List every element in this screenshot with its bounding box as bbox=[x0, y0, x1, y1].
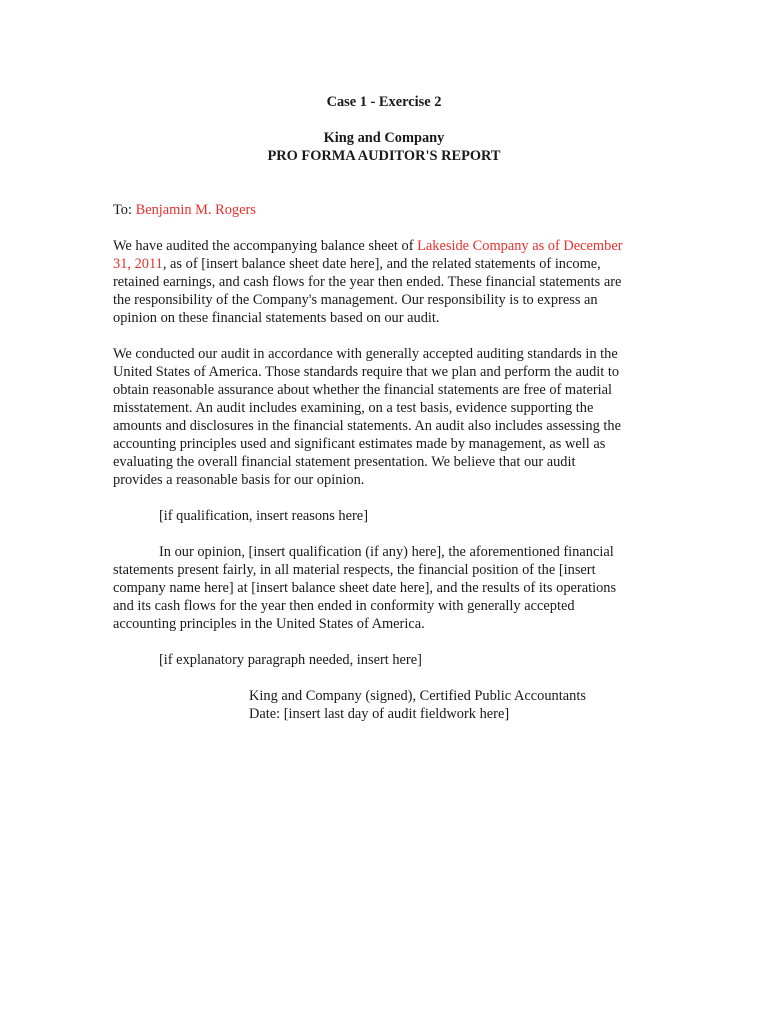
paragraph-line bbox=[113, 238, 623, 255]
paragraph-line: company name here] at [insert balance sheet date here], and the results of its operations bbox=[113, 580, 617, 596]
paragraph-line: misstatement. An audit includes examining, on a test basis, evidence supporting the bbox=[113, 400, 594, 416]
text-run: , as of [insert balance sheet date here], and the related statements of income, bbox=[162, 256, 601, 272]
paragraph-line: statements present fairly, in all material respects, the financial position of the [insert bbox=[113, 562, 596, 578]
qualification-placeholder: [if qualification, insert reasons here] bbox=[159, 508, 368, 524]
paragraph-line: retained earnings, and cash flows for the year then ended. These financial statements are bbox=[113, 274, 622, 290]
addressee-line bbox=[113, 202, 256, 219]
text-run: We have audited the accompanying balance sheet of bbox=[113, 238, 418, 254]
signature-line: King and Company (signed), Certified Public Accountants bbox=[249, 688, 586, 704]
to-label: To: bbox=[113, 202, 132, 218]
paragraph-line: In our opinion, [insert qualification (if any) here], the aforementioned financial bbox=[159, 544, 614, 560]
explanatory-placeholder: [if explanatory paragraph needed, insert here] bbox=[159, 652, 422, 668]
paragraph-line: provides a reasonable basis for our opinion. bbox=[113, 472, 365, 488]
paragraph-line: and its cash flows for the year then ended in conformity with generally accepted bbox=[113, 598, 575, 614]
report-title: PRO FORMA AUDITOR'S REPORT bbox=[267, 148, 501, 164]
addressee-name: Benjamin M. Rogers bbox=[135, 202, 256, 218]
client-name-highlight: Lakeside Company as of December bbox=[417, 238, 623, 254]
paragraph-line: amounts and disclosures in the financial statements. An audit also includes assessing the bbox=[113, 418, 621, 434]
date-line: Date: [insert last day of audit fieldwork here] bbox=[249, 706, 510, 722]
case-title: Case 1 - Exercise 2 bbox=[326, 94, 442, 110]
paragraph-line: obtain reasonable assurance about whether the financial statements are free of material bbox=[113, 382, 613, 398]
date-highlight: 31, 2011 bbox=[113, 256, 163, 272]
paragraph-line: evaluating the overall financial statement presentation. We believe that our audit bbox=[113, 454, 576, 470]
paragraph-line: the responsibility of the Company's management. Our responsibility is to express an bbox=[113, 292, 598, 308]
paragraph-line: accounting principles used and significant estimates made by management, as well as bbox=[113, 436, 606, 452]
paragraph-line: United States of America. Those standards require that we plan and perform the audit to bbox=[113, 364, 620, 380]
paragraph-line: opinion on these financial statements based on our audit. bbox=[113, 310, 440, 326]
paragraph-line: accounting principles in the United States of America. bbox=[113, 616, 425, 632]
paragraph-line bbox=[113, 256, 601, 273]
company-heading: King and Company bbox=[323, 130, 445, 146]
paragraph-line: We conducted our audit in accordance with generally accepted auditing standards in the bbox=[113, 346, 618, 362]
